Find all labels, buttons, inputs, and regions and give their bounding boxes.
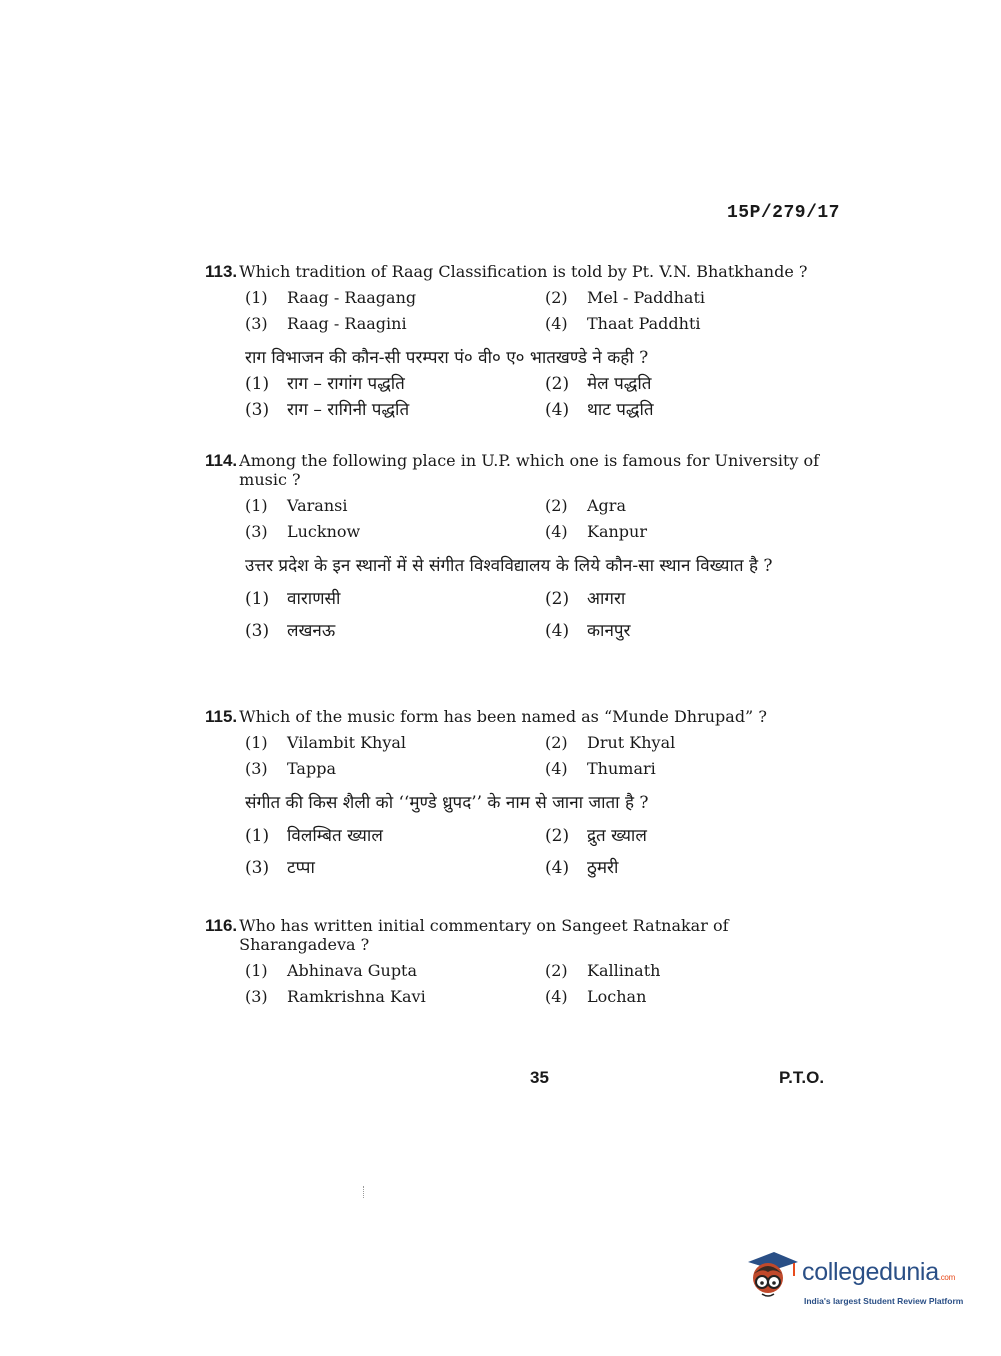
mascot-icon	[740, 1248, 800, 1308]
question-text-hindi: उत्तर प्रदेश के इन स्थानों में से संगीत विश्वविद्यालय के लिये कौन-सा स्थान विख्यात है ?	[245, 556, 773, 576]
question-stem	[205, 916, 845, 954]
question-number: 113.	[205, 262, 238, 281]
option: (4) Kanpur	[545, 522, 647, 541]
question-text-english: Which tradition of Raag Classification is told by Pt. V.N. Bhatkhande ?	[239, 262, 808, 281]
options-english	[205, 730, 845, 782]
option: (4) थाट पद्धति	[545, 400, 654, 420]
question-116	[205, 916, 845, 1010]
pto-label: P.T.O.	[779, 1068, 825, 1087]
question-text-english: Which of the music form has been named as “Munde Dhrupad” ?	[239, 707, 767, 726]
question-114	[205, 451, 845, 647]
question-113	[205, 262, 845, 423]
option: (2) आगरा	[545, 589, 626, 609]
option: (3) टप्पा	[245, 858, 315, 878]
question-number: 116.	[205, 916, 238, 935]
options-hindi	[205, 820, 845, 884]
option: (1) विलम्बित ख्याल	[245, 826, 383, 846]
question-text-english: Who has written initial commentary on Sangeet Ratnakar of Sharangadeva ?	[239, 916, 729, 954]
option: (2) द्रुत ख्याल	[545, 826, 647, 846]
question-number: 115.	[205, 707, 238, 726]
option: (3) Raag - Raagini	[245, 314, 407, 333]
question-stem	[205, 451, 845, 489]
option: (2) मेल पद्धति	[545, 374, 652, 394]
option: (2) Drut Khyal	[545, 733, 676, 752]
options-english	[205, 958, 845, 1010]
option: (3) लखनऊ	[245, 621, 336, 641]
logo-wordmark: collegedunia.com	[802, 1258, 955, 1286]
collegedunia-logo[interactable]	[740, 1248, 970, 1323]
option: (1) Raag - Raagang	[245, 288, 417, 307]
option: (4) कानपुर	[545, 621, 631, 641]
option: (3) राग – रागिनी पद्धति	[245, 400, 410, 420]
option: (3) Lucknow	[245, 522, 361, 541]
question-text-english: Among the following place in U.P. which one is famous for University of music ?	[239, 451, 820, 489]
option: (1) राग – रागांग पद्धति	[245, 374, 405, 394]
options-hindi	[205, 371, 845, 423]
option: (3) Ramkrishna Kavi	[245, 987, 426, 1006]
option: (3) Tappa	[245, 759, 336, 778]
logo-tagline: India's largest Student Review Platform	[804, 1296, 964, 1306]
option: (2) Kallinath	[545, 961, 661, 980]
paper-code: 15P/279/17	[726, 203, 840, 223]
question-number: 114.	[205, 451, 238, 470]
question-text-hindi: राग विभाजन की कौन-सी परम्परा पं० वी० ए० भातखण्डे ने कही ?	[245, 348, 649, 368]
question-stem	[205, 707, 845, 726]
question-text-hindi: संगीत की किस शैली को ‘‘मुण्डे ध्रुपद’’ के नाम से जाना जाता है ?	[245, 793, 649, 813]
option: (2) Mel - Paddhati	[545, 288, 706, 307]
option: (1) Abhinava Gupta	[245, 961, 418, 980]
option: (4) Lochan	[545, 987, 647, 1006]
scan-mark	[363, 1186, 366, 1198]
question-stem	[205, 262, 845, 281]
option: (4) ठुमरी	[545, 858, 619, 878]
options-english	[205, 493, 845, 545]
options-english	[205, 285, 845, 337]
page-number: 35	[530, 1068, 549, 1087]
options-hindi	[205, 583, 845, 647]
option: (1) Vilambit Khyal	[245, 733, 407, 752]
question-115	[205, 707, 845, 884]
option: (1) Varansi	[245, 496, 348, 515]
option: (2) Agra	[545, 496, 626, 515]
option: (4) Thumari	[545, 759, 656, 778]
option: (4) Thaat Paddhti	[545, 314, 701, 333]
option: (1) वाराणसी	[245, 589, 341, 609]
